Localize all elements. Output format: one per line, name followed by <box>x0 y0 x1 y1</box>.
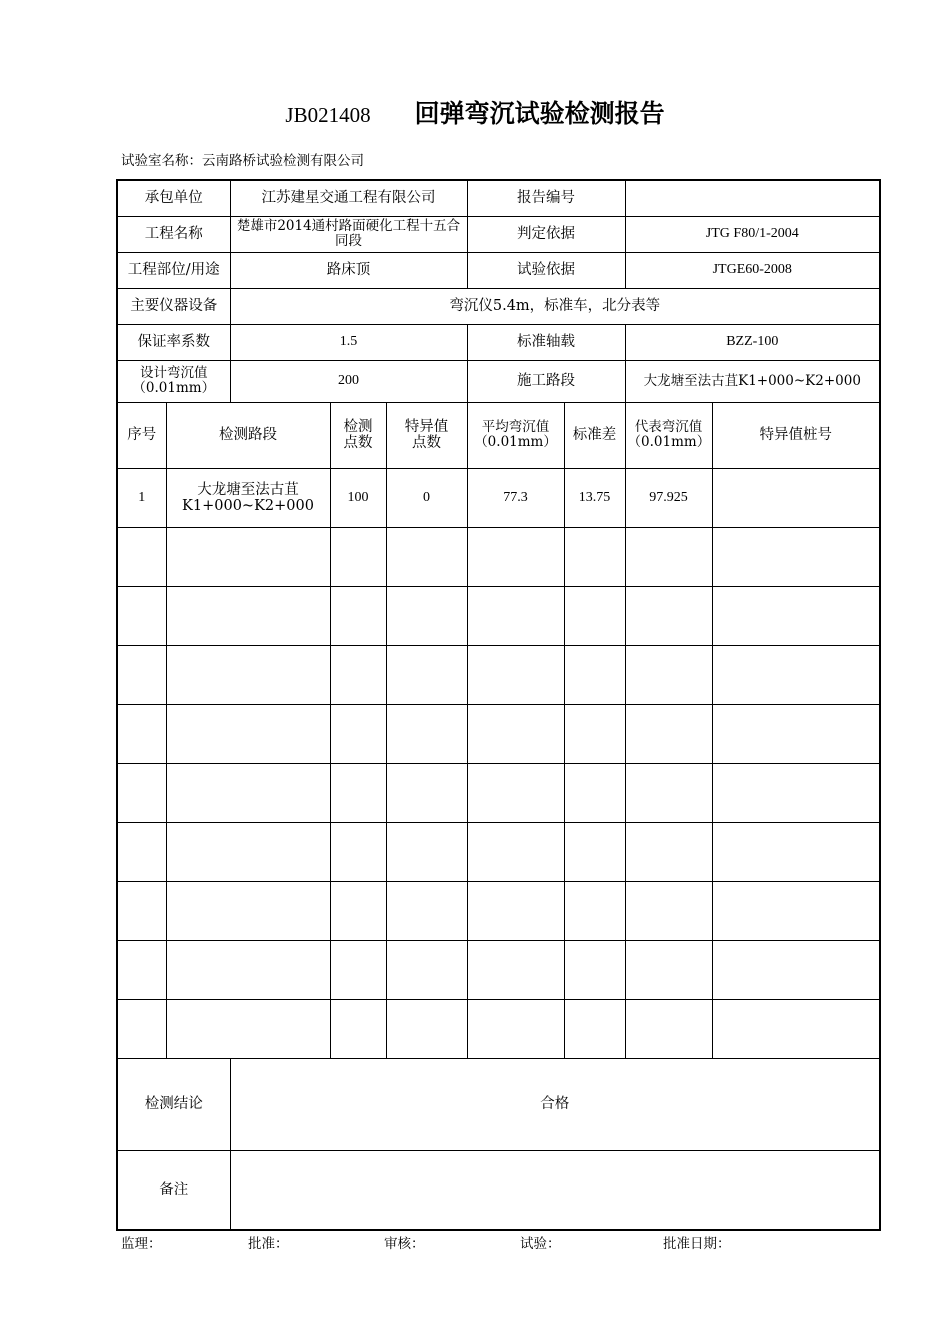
table-row <box>117 468 880 527</box>
empty-cell <box>467 822 564 881</box>
remark-label: 备注 <box>117 1150 230 1230</box>
empty-cell <box>117 940 166 999</box>
empty-cell <box>712 763 880 822</box>
empty-cell <box>330 586 386 645</box>
lab-name: 云南路桥试验检测有限公司 <box>202 153 364 169</box>
col-average-line2: （0.01mm） <box>474 434 557 450</box>
cell-no: 1 <box>117 468 166 527</box>
empty-row <box>117 763 880 822</box>
empty-cell <box>625 527 712 586</box>
empty-cell <box>330 527 386 586</box>
cell-representative: 97.925 <box>625 468 712 527</box>
empty-cell <box>117 527 166 586</box>
empty-cell <box>386 881 467 940</box>
test-basis-value: JTGE60-2008 <box>625 252 880 288</box>
empty-cell <box>330 822 386 881</box>
empty-cell <box>117 645 166 704</box>
empty-cell <box>166 999 330 1058</box>
remark-value <box>230 1150 880 1230</box>
empty-row <box>117 586 880 645</box>
empty-cell <box>564 881 625 940</box>
empty-cell <box>166 527 330 586</box>
empty-cell <box>386 704 467 763</box>
empty-cell <box>564 586 625 645</box>
empty-cell <box>564 999 625 1058</box>
empty-cell <box>117 586 166 645</box>
location-label: 工程部位/用途 <box>117 252 230 288</box>
col-abnormal-line1: 特异值 <box>404 419 449 435</box>
col-abnormal-line2: 点数 <box>412 435 442 451</box>
report-no-label: 报告编号 <box>467 180 625 216</box>
empty-cell <box>330 704 386 763</box>
col-std: 标准差 <box>564 402 625 468</box>
empty-cell <box>712 940 880 999</box>
empty-row <box>117 527 880 586</box>
cell-road <box>166 468 330 527</box>
empty-cell <box>625 763 712 822</box>
empty-cell <box>625 704 712 763</box>
empty-cell <box>166 704 330 763</box>
empty-cell <box>166 645 330 704</box>
empty-cell <box>564 527 625 586</box>
contractor-value: 江苏建星交通工程有限公司 <box>230 180 467 216</box>
empty-cell <box>467 999 564 1058</box>
empty-cell <box>564 704 625 763</box>
col-road: 检测路段 <box>166 402 330 468</box>
empty-cell <box>712 645 880 704</box>
conclusion-label: 检测结论 <box>117 1058 230 1150</box>
col-representative <box>625 402 712 468</box>
empty-cell <box>564 645 625 704</box>
empty-cell <box>467 527 564 586</box>
design-deflection-value: 200 <box>230 360 467 402</box>
section-label: 施工路段 <box>467 360 625 402</box>
empty-cell <box>625 940 712 999</box>
report-name: 回弹弯沉试验检测报告 <box>414 99 665 128</box>
empty-cell <box>712 586 880 645</box>
empty-cell <box>330 999 386 1058</box>
empty-row <box>117 999 880 1058</box>
empty-cell <box>712 999 880 1058</box>
col-representative-line1: 代表弯沉值 <box>634 419 703 435</box>
project-label: 工程名称 <box>117 216 230 252</box>
section-value: 大龙塘至法古苴K1+000~K2+000 <box>625 360 880 402</box>
equipment-label: 主要仪器设备 <box>117 288 230 324</box>
empty-cell <box>625 822 712 881</box>
empty-cell <box>564 822 625 881</box>
empty-row <box>117 881 880 940</box>
empty-cell <box>712 704 880 763</box>
cell-road-line2: K1+000~K2+000 <box>182 497 314 514</box>
empty-cell <box>712 527 880 586</box>
empty-cell <box>625 645 712 704</box>
col-no: 序号 <box>117 402 166 468</box>
signature-line <box>0 1234 950 1254</box>
report-title <box>0 96 950 133</box>
empty-row <box>117 645 880 704</box>
empty-cell <box>467 940 564 999</box>
empty-row <box>117 822 880 881</box>
empty-cell <box>564 940 625 999</box>
axle-value: BZZ-100 <box>625 324 880 360</box>
criteria-value: JTG F80/1-2004 <box>625 216 880 252</box>
empty-row <box>117 940 880 999</box>
cell-average: 77.3 <box>467 468 564 527</box>
review-label: 审核： <box>384 1236 425 1252</box>
empty-cell <box>386 940 467 999</box>
empty-cell <box>625 881 712 940</box>
empty-cell <box>625 586 712 645</box>
test-basis-label: 试验依据 <box>467 252 625 288</box>
design-label-line1: 设计弯沉值 <box>140 365 208 381</box>
cell-std: 13.75 <box>564 468 625 527</box>
approve-label: 批准： <box>248 1236 289 1252</box>
empty-cell <box>467 881 564 940</box>
contractor-label: 承包单位 <box>117 180 230 216</box>
empty-cell <box>330 881 386 940</box>
col-abnormal <box>386 402 467 468</box>
empty-cell <box>467 586 564 645</box>
col-average-line1: 平均弯沉值 <box>481 419 550 435</box>
empty-cell <box>712 881 880 940</box>
lab-name-line <box>121 151 364 171</box>
empty-cell <box>166 881 330 940</box>
empty-cell <box>386 586 467 645</box>
empty-cell <box>467 645 564 704</box>
empty-cell <box>564 763 625 822</box>
empty-cell <box>386 527 467 586</box>
empty-row <box>117 704 880 763</box>
cell-stake <box>712 468 880 527</box>
empty-cell <box>467 704 564 763</box>
empty-cell <box>467 763 564 822</box>
col-points-line1: 检测 <box>343 419 373 435</box>
empty-cell <box>330 940 386 999</box>
empty-cell <box>330 763 386 822</box>
col-representative-line2: （0.01mm） <box>627 434 711 450</box>
empty-cell <box>166 940 330 999</box>
empty-cell <box>117 999 166 1058</box>
empty-cell <box>386 822 467 881</box>
empty-cell <box>386 763 467 822</box>
empty-cell <box>386 999 467 1058</box>
empty-cell <box>117 881 166 940</box>
design-label-line2: （0.01mm） <box>132 380 216 396</box>
equipment-value: 弯沉仪5.4m，标准车，北分表等 <box>230 288 880 324</box>
empty-cell <box>117 763 166 822</box>
cell-abnormal: 0 <box>386 468 467 527</box>
empty-cell <box>330 645 386 704</box>
supervisor-label: 监理： <box>121 1236 162 1252</box>
cell-points: 100 <box>330 468 386 527</box>
design-deflection-label <box>117 360 230 402</box>
col-points <box>330 402 386 468</box>
empty-cell <box>166 822 330 881</box>
empty-cell <box>166 763 330 822</box>
empty-cell <box>625 999 712 1058</box>
empty-cell <box>117 704 166 763</box>
col-points-line2: 点数 <box>343 435 373 451</box>
report-code: JB021408 <box>285 103 371 127</box>
guarantee-value: 1.5 <box>230 324 467 360</box>
approve-date-label: 批准日期： <box>663 1236 731 1252</box>
project-value: 楚雄市2014通村路面硬化工程十五合同段 <box>230 216 467 252</box>
conclusion-value: 合格 <box>230 1058 880 1150</box>
report-table <box>116 179 881 1231</box>
empty-cell <box>712 822 880 881</box>
cell-road-line1: 大龙塘至法古苴 <box>197 481 299 498</box>
lab-label: 试验室名称： <box>121 153 202 169</box>
empty-cell <box>166 586 330 645</box>
axle-label: 标准轴载 <box>467 324 625 360</box>
guarantee-label: 保证率系数 <box>117 324 230 360</box>
empty-cell <box>117 822 166 881</box>
criteria-label: 判定依据 <box>467 216 625 252</box>
col-stake: 特异值桩号 <box>712 402 880 468</box>
col-average <box>467 402 564 468</box>
report-no-value <box>625 180 880 216</box>
empty-cell <box>386 645 467 704</box>
test-label: 试验： <box>520 1236 561 1252</box>
location-value: 路床顶 <box>230 252 467 288</box>
